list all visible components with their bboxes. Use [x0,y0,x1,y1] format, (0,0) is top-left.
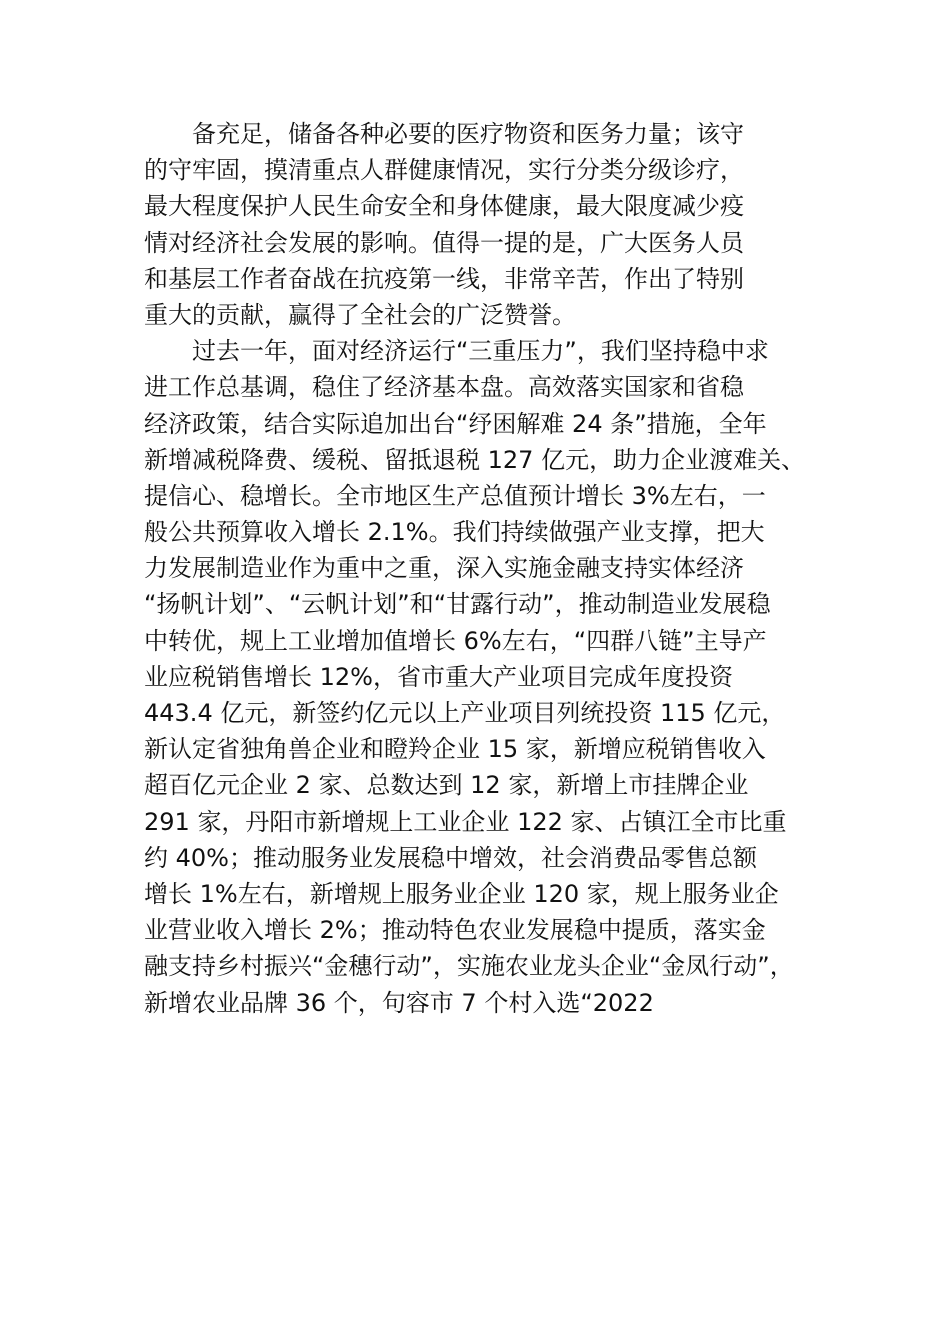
text-line: 新增减税降费、缓税、留抵退税 127 亿元，助力企业渡难关、 [144,445,806,474]
text-line: 新认定省独角兽企业和瞪羚企业 15 家，新增应税销售收入 [144,735,766,764]
text-line: 291 家，丹阳市新增规上工业企业 122 家、占镇江全市比重 [144,807,787,836]
text-line: 业营业收入增长 2%；推动特色农业发展稳中提质，落实金 [144,916,766,945]
text-line: 重大的贡献，赢得了全社会的广泛赞誉。 [144,300,576,329]
paragraph-1 [144,116,808,333]
text-line: 进工作总基调，稳住了经济基本盘。高效落实国家和省稳 [144,373,744,402]
paragraph-2 [144,333,808,1021]
text-line: 中转优，规上工业增加值增长 6%左右，“四群八链”主导产 [144,626,767,655]
text-line: 新增农业品牌 36 个，句容市 7 个村入选“2022 [144,988,654,1017]
text-line: 约 40%；推动服务业发展稳中增效，社会消费品零售总额 [144,843,757,872]
text-line: “扬帆计划”、“云帆计划”和“甘露行动”，推动制造业发展稳 [144,590,771,619]
text-line: 融支持乡村振兴“金穗行动”，实施农业龙头企业“金凤行动”， [144,952,794,981]
text-line: 般公共预算收入增长 2.1%。我们持续做强产业支撑，把大 [144,518,765,547]
text-line: 业应税销售增长 12%，省市重大产业项目完成年度投资 [144,662,733,691]
text-line: 经济政策，结合实际追加出台“纾困解难 24 条”措施，全年 [144,409,767,438]
text-line: 最大程度保护人民生命安全和身体健康，最大限度减少疫 [144,192,744,221]
text-line: 力发展制造业作为重中之重，深入实施金融支持实体经济 [144,554,744,583]
text-line: 提信心、稳增长。全市地区生产总值预计增长 3%左右，一 [144,481,766,510]
text-line: 备充足，储备各种必要的医疗物资和医务力量；该守 [192,120,744,148]
text-line: 增长 1%左右，新增规上服务业企业 120 家，规上服务业企 [144,879,779,908]
text-line: 的守牢固，摸清重点人群健康情况，实行分类分级诊疗， [144,156,744,185]
text-line: 和基层工作者奋战在抗疫第一线，非常辛苦，作出了特别 [144,264,744,293]
text-line: 443.4 亿元，新签约亿元以上产业项目列统投资 115 亿元， [144,699,786,727]
body-text [144,116,808,1021]
text-line: 超百亿元企业 2 家、总数达到 12 家，新增上市挂牌企业 [144,771,749,800]
text-line: 过去一年，面对经济运行“三重压力”，我们坚持稳中求 [192,337,769,366]
text-line: 情对经济社会发展的影响。值得一提的是，广大医务人员 [144,228,744,257]
